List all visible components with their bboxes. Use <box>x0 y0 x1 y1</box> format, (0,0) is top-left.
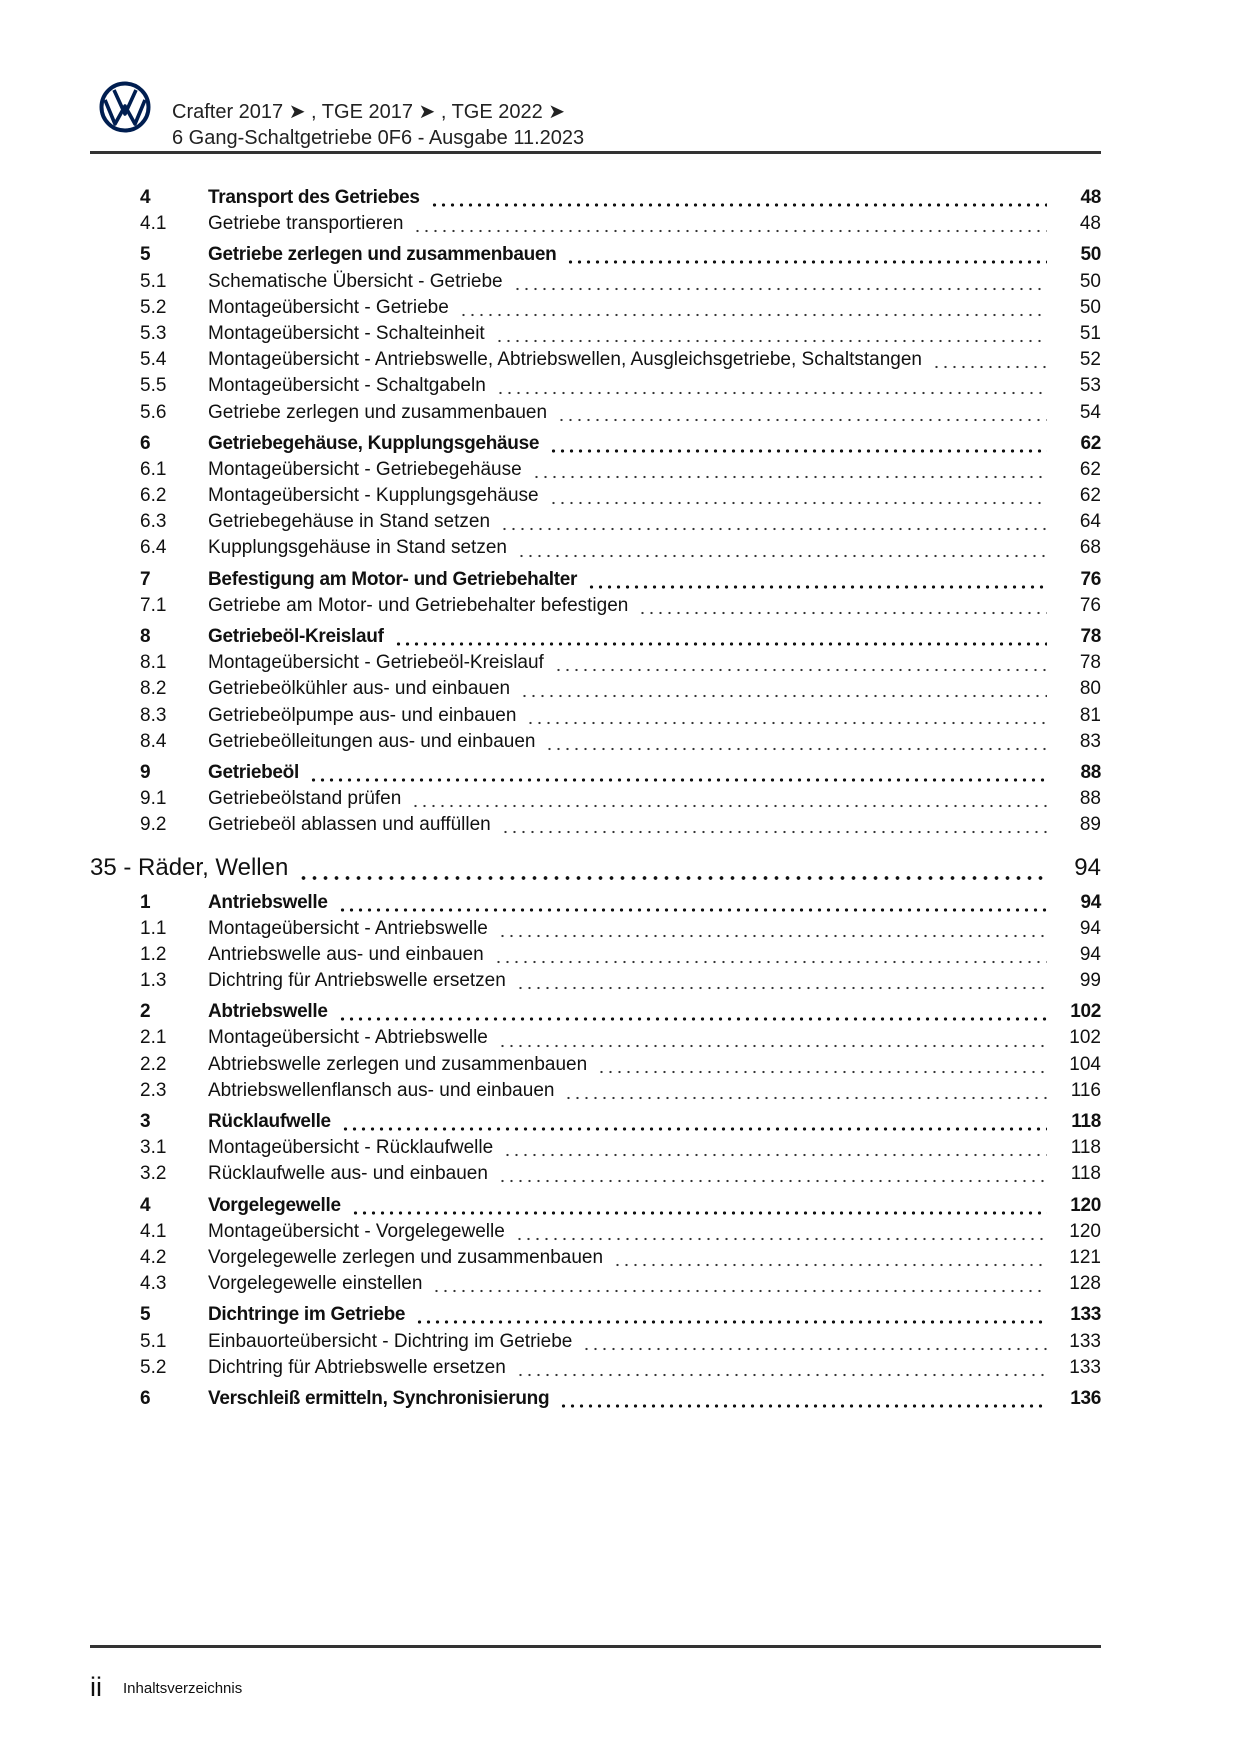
toc-entry[interactable] <box>90 295 1101 321</box>
entry-title: Vorgelegewelle <box>208 1194 341 1216</box>
dot-leader <box>516 1373 1047 1377</box>
entry-page: 48 <box>1080 187 1101 208</box>
entry-title: Montageübersicht - Schalteinheit <box>208 322 485 344</box>
entry-number: 1 <box>140 891 151 913</box>
toc-entry[interactable] <box>90 703 1101 729</box>
toc-entry[interactable] <box>90 729 1101 755</box>
dot-leader <box>513 287 1047 291</box>
entry-number: 3.2 <box>140 1163 167 1185</box>
dot-leader <box>432 1289 1047 1293</box>
toc-entry[interactable] <box>90 211 1101 237</box>
entry-title: Abtriebswellenflansch aus- und einbauen <box>208 1079 555 1101</box>
toc-part-entry[interactable] <box>90 851 1101 885</box>
entry-page: 64 <box>1079 511 1101 533</box>
entry-number: 4.1 <box>140 1220 167 1242</box>
dot-leader <box>495 339 1047 343</box>
entry-title: Befestigung am Motor- und Getriebehalter <box>208 568 578 590</box>
entry-page: 133 <box>1069 1330 1101 1352</box>
dot-leader <box>298 876 1047 880</box>
entry-number: 8.2 <box>140 678 167 700</box>
entry-title: Getriebeöl-Kreislauf <box>208 626 384 647</box>
toc-chapter-entry[interactable] <box>90 185 1101 211</box>
dot-leader <box>587 585 1047 589</box>
dot-leader <box>498 1044 1047 1048</box>
dot-leader <box>582 1347 1047 1351</box>
entry-page: 76 <box>1079 594 1101 616</box>
dot-leader <box>415 1320 1047 1324</box>
entry-title: Rücklaufwelle <box>208 1111 331 1132</box>
entry-number: 5.5 <box>140 375 167 397</box>
table-of-contents <box>90 180 1101 1412</box>
toc-chapter-entry[interactable] <box>90 999 1101 1025</box>
dot-leader <box>516 986 1047 990</box>
entry-page: 118 <box>1070 1137 1101 1159</box>
dot-leader <box>517 554 1047 558</box>
entry-number: 6.2 <box>140 485 167 507</box>
dot-leader <box>613 1263 1047 1267</box>
entry-number: 8.4 <box>140 730 167 752</box>
toc-chapter-entry[interactable] <box>90 567 1101 593</box>
toc-entry[interactable] <box>90 483 1101 509</box>
entry-title: Einbauorteübersicht - Dichtring im Getriebe <box>208 1330 573 1352</box>
entry-page: 121 <box>1069 1246 1101 1268</box>
vw-logo-icon <box>99 81 151 133</box>
entry-title: Antriebswelle <box>208 891 328 913</box>
entry-title: Getriebe am Motor- und Getriebehalter befestigen <box>208 594 629 616</box>
dot-leader <box>515 1237 1047 1241</box>
entry-page: 118 <box>1070 1163 1101 1185</box>
toc-entry[interactable] <box>90 1355 1101 1381</box>
entry-title: Antriebswelle aus- und einbauen <box>208 943 484 965</box>
toc-entry[interactable] <box>90 457 1101 483</box>
entry-number: 4.2 <box>140 1246 167 1268</box>
dot-leader <box>503 1153 1047 1157</box>
entry-page: 54 <box>1079 401 1101 423</box>
entry-page: 76 <box>1080 568 1101 590</box>
entry-title: Getriebegehäuse, Kupplungsgehäuse <box>208 432 540 454</box>
toc-entry[interactable] <box>90 916 1101 942</box>
entry-number: 4 <box>140 187 151 208</box>
document-header <box>172 99 584 151</box>
entry-title: Getriebeölpumpe aus- und einbauen <box>208 704 517 726</box>
toc-chapter-entry[interactable] <box>90 242 1101 268</box>
entry-page: 62 <box>1080 432 1101 454</box>
dot-leader <box>309 778 1047 782</box>
entry-page: 83 <box>1079 730 1101 752</box>
entry-number: 5 <box>140 1304 151 1326</box>
header-models: Crafter 2017 ➤ , TGE 2017 ➤ , TGE 2022 ➤ <box>172 101 566 123</box>
entry-title: Montageübersicht - Rücklaufwelle <box>208 1137 494 1159</box>
toc-chapter-entry[interactable] <box>90 431 1101 457</box>
entry-page: 68 <box>1079 537 1101 559</box>
toc-entry[interactable] <box>90 676 1101 702</box>
dot-leader <box>430 203 1047 207</box>
entry-title: Montageübersicht - Antriebswelle <box>208 917 488 939</box>
dot-leader <box>554 668 1047 672</box>
entry-page: 94 <box>1079 917 1101 939</box>
entry-title: Getriebeölstand prüfen <box>208 788 402 810</box>
entry-title: Montageübersicht - Getriebegehäuse <box>208 458 522 480</box>
toc-entry[interactable] <box>90 1052 1101 1078</box>
entry-title: Vorgelegewelle einstellen <box>208 1273 423 1295</box>
entry-title: Verschleiß ermitteln, Synchronisierung <box>208 1387 550 1409</box>
entry-title: Montageübersicht - Getriebe <box>208 296 449 318</box>
entry-number: 5.1 <box>140 1330 167 1352</box>
dot-leader <box>494 960 1047 964</box>
entry-number: 6.3 <box>140 511 167 533</box>
entry-title: Getriebegehäuse in Stand setzen <box>208 511 491 533</box>
dot-leader <box>394 642 1047 646</box>
dot-leader <box>557 418 1047 422</box>
toc-entry[interactable] <box>90 1135 1101 1161</box>
entry-title: Abtriebswelle zerlegen und zusammenbauen <box>208 1053 588 1075</box>
entry-number: 5.2 <box>140 1356 167 1378</box>
entry-page: 50 <box>1079 270 1101 292</box>
entry-title: Schematische Übersicht - Getriebe <box>208 270 503 292</box>
dot-leader <box>500 527 1047 531</box>
toc-entry[interactable] <box>90 1078 1101 1104</box>
entry-title: Montageübersicht - Antriebswelle, Abtriebswellen, Ausgleichsgetriebe, Schaltstangen <box>208 349 922 371</box>
entry-title: Dichtringe im Getriebe <box>208 1304 406 1326</box>
entry-page: 99 <box>1079 970 1101 992</box>
entry-number: 1.3 <box>140 970 167 992</box>
entry-page: 88 <box>1080 761 1101 783</box>
toc-chapter-entry[interactable] <box>90 760 1101 786</box>
entry-number: 7.1 <box>140 594 167 616</box>
entry-page: 80 <box>1079 678 1101 700</box>
dot-leader <box>545 747 1047 751</box>
dot-leader <box>338 908 1047 912</box>
entry-page: 118 <box>1071 1111 1101 1132</box>
entry-page: 116 <box>1070 1079 1101 1101</box>
entry-page: 133 <box>1070 1304 1101 1326</box>
toc-entry[interactable] <box>90 1025 1101 1051</box>
toc-entry[interactable] <box>90 1271 1101 1297</box>
entry-number: 1.2 <box>140 943 167 965</box>
toc-entry[interactable] <box>90 1219 1101 1245</box>
toc-chapter-entry[interactable] <box>90 890 1101 916</box>
entry-title: Getriebeölleitungen aus- und einbauen <box>208 730 536 752</box>
entry-number: 6 <box>140 1387 151 1409</box>
entry-number: 6.1 <box>140 458 167 480</box>
entry-number: 3 <box>140 1111 151 1132</box>
toc-entry[interactable] <box>90 786 1101 812</box>
entry-number: 5.1 <box>140 270 167 292</box>
entry-number: 3.1 <box>140 1137 167 1159</box>
dot-leader <box>638 611 1047 615</box>
entry-title: 35 - Räder, Wellen <box>90 853 289 881</box>
toc-chapter-entry[interactable] <box>90 1302 1101 1328</box>
entry-page: 48 <box>1079 213 1101 235</box>
dot-leader <box>520 694 1047 698</box>
dot-leader <box>411 804 1047 808</box>
entry-page: 128 <box>1069 1273 1101 1295</box>
entry-title: Kupplungsgehäuse in Stand setzen <box>208 537 507 559</box>
entry-title: Montageübersicht - Abtriebswelle <box>208 1027 488 1049</box>
toc-entry[interactable] <box>90 650 1101 676</box>
toc-chapter-entry[interactable] <box>90 1193 1101 1219</box>
dot-leader <box>526 721 1047 725</box>
entry-page: 81 <box>1079 704 1101 726</box>
entry-page: 102 <box>1070 1001 1101 1023</box>
toc-entry[interactable] <box>90 535 1101 561</box>
entry-title: Getriebeölkühler aus- und einbauen <box>208 678 511 700</box>
entry-number: 6 <box>140 432 151 454</box>
entry-number: 9 <box>140 761 151 783</box>
toc-entry[interactable] <box>90 812 1101 838</box>
entry-number: 8 <box>140 626 151 647</box>
dot-leader <box>597 1070 1047 1074</box>
entry-page: 120 <box>1070 1194 1101 1216</box>
entry-page: 94 <box>1080 891 1101 913</box>
toc-entry[interactable] <box>90 968 1101 994</box>
dot-leader <box>498 1179 1047 1183</box>
toc-entry[interactable] <box>90 347 1101 373</box>
entry-page: 62 <box>1079 485 1101 507</box>
dot-leader <box>549 449 1047 453</box>
entry-title: Montageübersicht - Schaltgabeln <box>208 375 486 397</box>
entry-page: 52 <box>1079 349 1101 371</box>
dot-leader <box>559 1404 1047 1408</box>
entry-number: 6.4 <box>140 537 167 559</box>
entry-number: 4.3 <box>140 1273 167 1295</box>
entry-number: 5.6 <box>140 401 167 423</box>
entry-page: 88 <box>1079 788 1101 810</box>
entry-title: Montageübersicht - Getriebeöl-Kreislauf <box>208 652 544 674</box>
entry-title: Getriebe transportieren <box>208 213 404 235</box>
dot-leader <box>932 365 1047 369</box>
toc-entry[interactable] <box>90 509 1101 535</box>
toc-entry[interactable] <box>90 1161 1101 1187</box>
dot-leader <box>351 1211 1047 1215</box>
entry-number: 9.2 <box>140 814 167 836</box>
toc-entry[interactable] <box>90 400 1101 426</box>
toc-chapter-entry[interactable] <box>90 1109 1101 1135</box>
entry-number: 1.1 <box>140 917 167 939</box>
dot-leader <box>341 1127 1047 1131</box>
entry-page: 51 <box>1079 322 1101 344</box>
entry-title: Dichtring für Antriebswelle ersetzen <box>208 970 506 992</box>
toc-entry[interactable] <box>90 373 1101 399</box>
entry-number: 5.4 <box>140 349 167 371</box>
entry-page: 53 <box>1079 375 1101 397</box>
dot-leader <box>338 1017 1047 1021</box>
entry-number: 4.1 <box>140 213 167 235</box>
entry-number: 2.1 <box>140 1027 167 1049</box>
entry-number: 5.3 <box>140 322 167 344</box>
entry-number: 7 <box>140 568 151 590</box>
toc-entry[interactable] <box>90 321 1101 347</box>
entry-page: 102 <box>1069 1027 1101 1049</box>
entry-number: 9.1 <box>140 788 167 810</box>
entry-page: 89 <box>1079 814 1101 836</box>
dot-leader <box>564 1096 1047 1100</box>
entry-page: 104 <box>1069 1053 1101 1075</box>
entry-page: 50 <box>1079 296 1101 318</box>
dot-leader <box>498 934 1047 938</box>
entry-title: Vorgelegewelle zerlegen und zusammenbauen <box>208 1246 604 1268</box>
dot-leader <box>501 830 1047 834</box>
entry-title: Dichtring für Abtriebswelle ersetzen <box>208 1356 506 1378</box>
entry-title: Montageübersicht - Kupplungsgehäuse <box>208 485 539 507</box>
entry-page: 94 <box>1074 853 1101 881</box>
dot-leader <box>413 229 1047 233</box>
entry-number: 8.1 <box>140 652 167 674</box>
entry-title: Montageübersicht - Vorgelegewelle <box>208 1220 505 1242</box>
entry-number: 5 <box>140 244 151 266</box>
dot-leader <box>549 501 1047 505</box>
entry-title: Rücklaufwelle aus- und einbauen <box>208 1163 488 1185</box>
toc-entry[interactable] <box>90 942 1101 968</box>
entry-page: 120 <box>1069 1220 1101 1242</box>
toc-entry[interactable] <box>90 593 1101 619</box>
entry-number: 4 <box>140 1194 151 1216</box>
footer-section-title: Inhaltsverzeichnis <box>123 1680 243 1697</box>
toc-entry[interactable] <box>90 1245 1101 1271</box>
header-rule <box>90 151 1101 154</box>
entry-page: 136 <box>1070 1387 1101 1409</box>
entry-title: Getriebeöl ablassen und auffüllen <box>208 814 491 836</box>
dot-leader <box>532 475 1047 479</box>
entry-title: Transport des Getriebes <box>208 187 420 208</box>
entry-number: 5.2 <box>140 296 167 318</box>
entry-page: 94 <box>1079 943 1101 965</box>
footer-rule <box>90 1645 1101 1648</box>
entry-page: 78 <box>1079 652 1101 674</box>
footer-page-number: ii <box>90 1672 102 1702</box>
entry-number: 8.3 <box>140 704 167 726</box>
entry-page: 133 <box>1069 1356 1101 1378</box>
entry-page: 78 <box>1080 626 1101 647</box>
entry-title: Abtriebswelle <box>208 1001 328 1023</box>
entry-title: Getriebe zerlegen und zusammenbauen <box>208 401 548 423</box>
entry-title: Getriebeöl <box>208 761 299 783</box>
dot-leader <box>496 391 1047 395</box>
dot-leader <box>459 313 1047 317</box>
toc-chapter-entry[interactable] <box>90 624 1101 650</box>
toc-entry[interactable] <box>90 1329 1101 1355</box>
header-edition: 6 Gang-Schaltgetriebe 0F6 - Ausgabe 11.2023 <box>172 127 585 149</box>
dot-leader <box>566 260 1047 264</box>
entry-number: 2 <box>140 1001 151 1023</box>
entry-page: 50 <box>1080 244 1101 266</box>
entry-page: 62 <box>1079 458 1101 480</box>
toc-entry[interactable] <box>90 269 1101 295</box>
entry-number: 2.3 <box>140 1079 167 1101</box>
entry-number: 2.2 <box>140 1053 167 1075</box>
entry-title: Getriebe zerlegen und zusammenbauen <box>208 244 557 266</box>
toc-chapter-entry[interactable] <box>90 1386 1101 1412</box>
